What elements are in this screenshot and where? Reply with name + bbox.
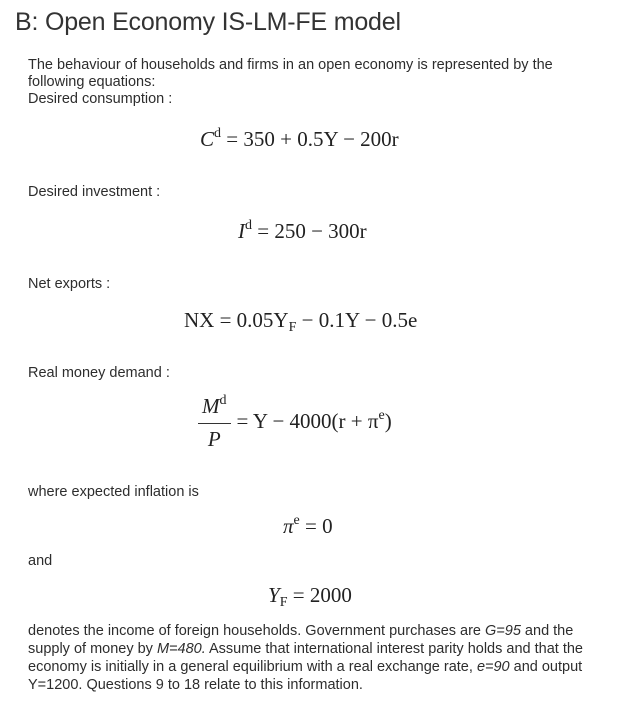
consumption-label: Desired consumption : [28,91,173,107]
intro-line: The behaviour of households and firms in an open economy is represented by the [28,57,553,73]
inflation-label: where expected inflation is [28,484,199,500]
investment-label: Desired investment : [28,184,161,200]
inflation-equation: $\pi^e = 0$ [283,513,333,538]
investment-equation: $I^d = 250 - 300r$ [238,218,367,243]
net-exports-label: Net exports : [28,276,111,292]
intro-line: following equations: [28,74,156,90]
money-demand-equation: $\frac{M^d}{P}$ = $Y - 4000(r + \pi^e)$ [198,394,392,452]
closing-paragraph: denotes the income of foreign households. Government purchases are G=95 and the supply of money by M=480. Assume that international interest parity holds and that the economy is initially in a general equilibrium with a real exchange rate, e=90 and output Y=1200. Questions 9 to 18 relate to this information. [28,623,583,693]
consumption-equation: $C^d = 350 + 0.5Y - 200r$ [200,126,399,151]
page-title: B: Open Economy IS-LM-FE model [15,8,401,36]
money-demand-label: Real money demand : [28,365,170,381]
money-fraction: $\frac{M^d}{P}$ [198,394,231,452]
foreign-income-equation: $Y_F = 2000$ [268,583,352,610]
intro-text [28,57,608,108]
and-label: and [28,553,53,569]
net-exports-equation: NX = $0.05Y_F - 0.1Y - 0.5e$ [184,308,418,335]
